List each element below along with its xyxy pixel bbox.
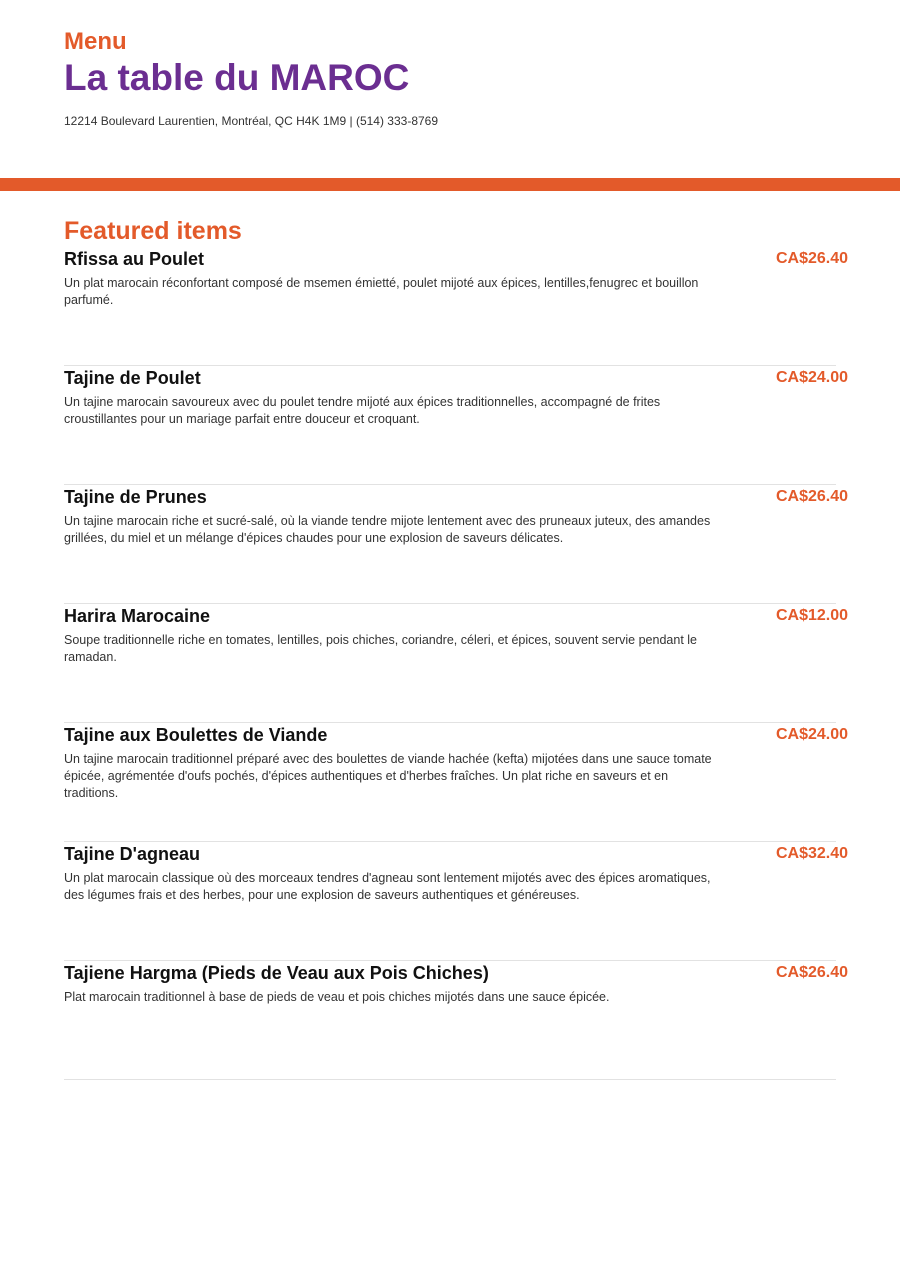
accent-bar xyxy=(0,178,900,191)
menu-item-price: CA$26.40 xyxy=(775,964,848,981)
item-divider xyxy=(64,1079,836,1080)
menu-item xyxy=(64,723,848,842)
restaurant-address: 12214 Boulevard Laurentien, Montréal, QC H4K 1M9 | (514) 333-8769 xyxy=(64,114,439,128)
menu-item-name: Tajine aux Boulettes de Viande xyxy=(64,725,328,745)
menu-item xyxy=(64,366,848,485)
menu-item-price: CA$26.40 xyxy=(775,250,848,267)
menu-item-description: Un tajine marocain traditionnel préparé avec des boulettes de viande hachée (kefta) mijotées dans une sauce tomate épicée, agrémentée d'oufs pochés, d'épices authentiques et d'herbes fraîches. Un plat riche en saveurs et en traditions. xyxy=(64,752,712,800)
menu-item xyxy=(64,485,848,604)
menu-item-description: Un plat marocain classique où des morceaux tendres d'agneau sont lentement mijotés avec des épices aromatiques, des légumes frais et des herbes, pour une explosion de saveurs authentiques et généreuses. xyxy=(64,871,711,902)
menu-item-price: CA$12.00 xyxy=(775,607,848,624)
menu-item-description: Un plat marocain réconfortant composé de msemen émietté, poulet mijoté aux épices, lentilles,fenugrec et bouillon parfumé. xyxy=(64,276,699,307)
menu-item-description: Un tajine marocain riche et sucré-salé, où la viande tendre mijote lentement avec des pruneaux juteux, des amandes grillées, du miel et un mélange d'épices chaudes pour une explosion de saveurs délicates. xyxy=(64,514,711,545)
menu-item-name: Tajine de Poulet xyxy=(64,368,201,388)
menu-label: Menu xyxy=(64,28,127,55)
menu-item-price: CA$24.00 xyxy=(775,726,848,743)
section-title: Featured items xyxy=(64,217,242,245)
menu-item-price: CA$26.40 xyxy=(775,488,848,505)
menu-item-description: Un tajine marocain savoureux avec du poulet tendre mijoté aux épices traditionnelles, accompagné de frites croustillantes pour un mariage parfait entre douceur et croquant. xyxy=(64,395,661,426)
menu-item-description: Plat marocain traditionnel à base de pieds de veau et pois chiches mijotés dans une sauce épicée. xyxy=(64,990,610,1004)
menu-item-description: Soupe traditionnelle riche en tomates, lentilles, pois chiches, coriandre, céleri, et épices, souvent servie pendant le ramadan. xyxy=(64,633,697,664)
menu-item xyxy=(64,604,848,723)
menu-item-name: Tajine D'agneau xyxy=(64,844,200,864)
menu-item xyxy=(64,247,848,366)
restaurant-name: La table du MAROC xyxy=(64,57,410,98)
menu-item-price: CA$24.00 xyxy=(775,369,848,386)
menu-item-price: CA$32.40 xyxy=(775,845,848,862)
menu-item-name: Tajiene Hargma (Pieds de Veau aux Pois Chiches) xyxy=(64,963,489,983)
menu-item xyxy=(64,961,848,1080)
menu-item-name: Rfissa au Poulet xyxy=(64,249,205,269)
menu-item-name: Harira Marocaine xyxy=(64,606,211,626)
menu-header xyxy=(64,28,836,129)
featured-section xyxy=(64,215,848,1080)
menu-item-list xyxy=(64,247,848,1080)
menu-item xyxy=(64,842,848,961)
menu-item-name: Tajine de Prunes xyxy=(64,487,207,507)
